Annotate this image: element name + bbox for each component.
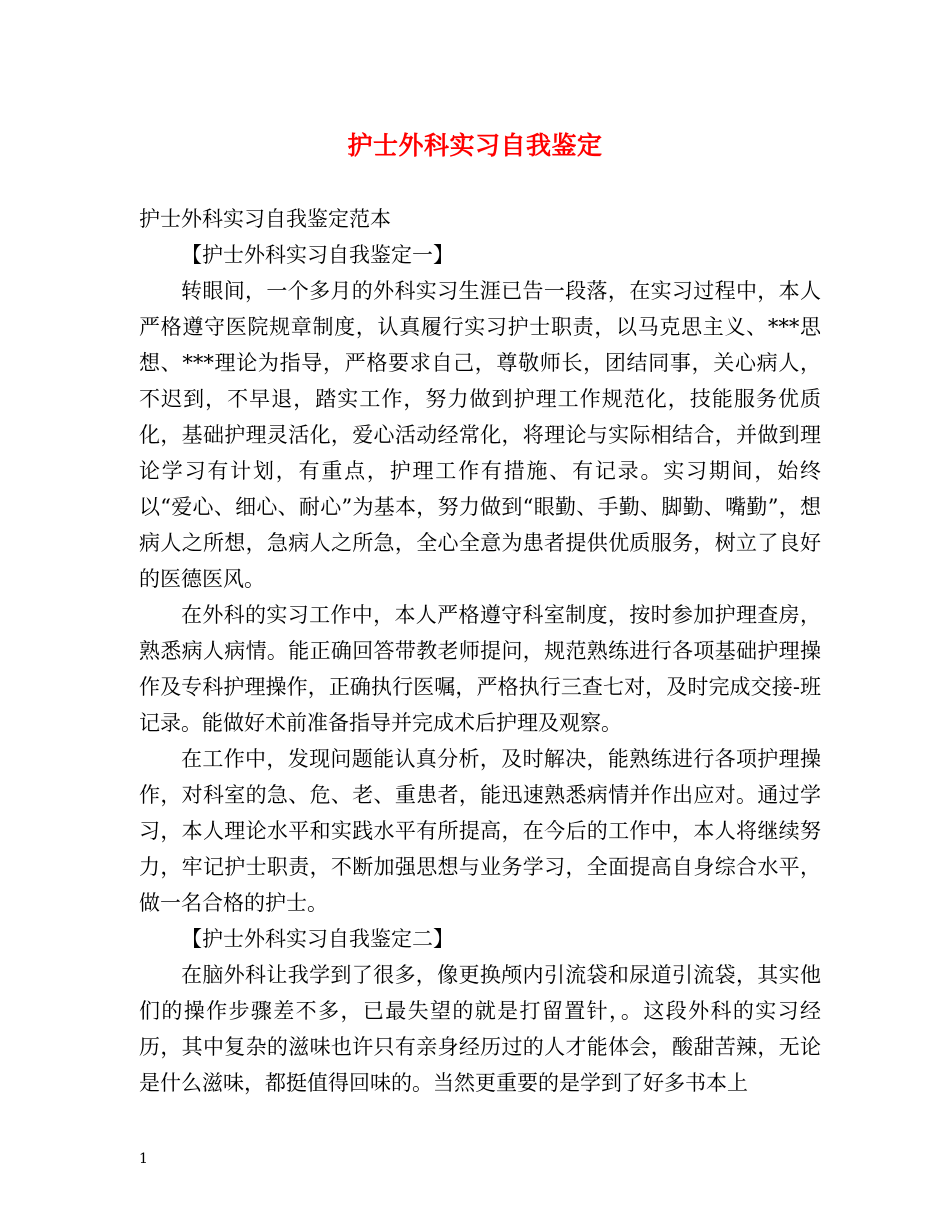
- section-one-paragraph: 在工作中，发现问题能认真分析，及时解决，能熟练进行各项护理操作，对科室的急、危、老、重患者，能迅速熟悉病情并作出应对。通过学习，本人理论水平和实践水平有所提高，在今后的工作中，本人将继续努力，牢记护士职责，不断加强思想与业务学习，全面提高自身综合水平，做一名合格的护士。: [139, 747, 821, 915]
- section-one-heading: 【护士外科实习自我鉴定一】: [181, 243, 454, 267]
- section-two-paragraph: 在脑外科让我学到了很多，像更换颅内引流袋和尿道引流袋，其实他们的操作步骤差不多，已最失望的就是打留置针，。这段外科的实习经历，其中复杂的滋味也许只有亲身经历过的人才能体会，酸甜苦辣，无论是什么滋味，都挺值得回味的。当然更重要的是学到了好多书本上: [139, 963, 821, 1095]
- document-subtitle: 护士外科实习自我鉴定范本: [139, 207, 391, 231]
- document-body: [139, 201, 821, 1101]
- section-one-paragraph: 转眼间，一个多月的外科实习生涯已告一段落，在实习过程中，本人严格遵守医院规章制度，认真履行实习护士职责，以马克思主义、***思想、***理论为指导，严格要求自己，尊敬师长，团结同事，关心病人，不迟到，不早退，踏实工作，努力做到护理工作规范化，技能服务优质化，基础护理灵活化，爱心活动经常化，将理论与实际相结合，并做到理论学习有计划，有重点，护理工作有措施、有记录。实习期间，始终以“爱心、细心、耐心”为基本，努力做到“眼勤、手勤、脚勤、嘴勤”，想病人之所想，急病人之所急，全心全意为患者提供优质服务，树立了良好的医德医风。: [139, 279, 821, 591]
- section-one-paragraph: 在外科的实习工作中，本人严格遵守科室制度，按时参加护理查房，熟悉病人病情。能正确回答带教老师提问，规范熟练进行各项基础护理操作及专科护理操作，正确执行医嘱，严格执行三查七对，及时完成交接-班记录。能做好术前准备指导并完成术后护理及观察。: [139, 603, 821, 735]
- document-title: 护士外科实习自我鉴定: [347, 131, 603, 160]
- section-two-heading: 【护士外科实习自我鉴定二】: [181, 927, 454, 951]
- page-number: 1: [139, 1151, 148, 1167]
